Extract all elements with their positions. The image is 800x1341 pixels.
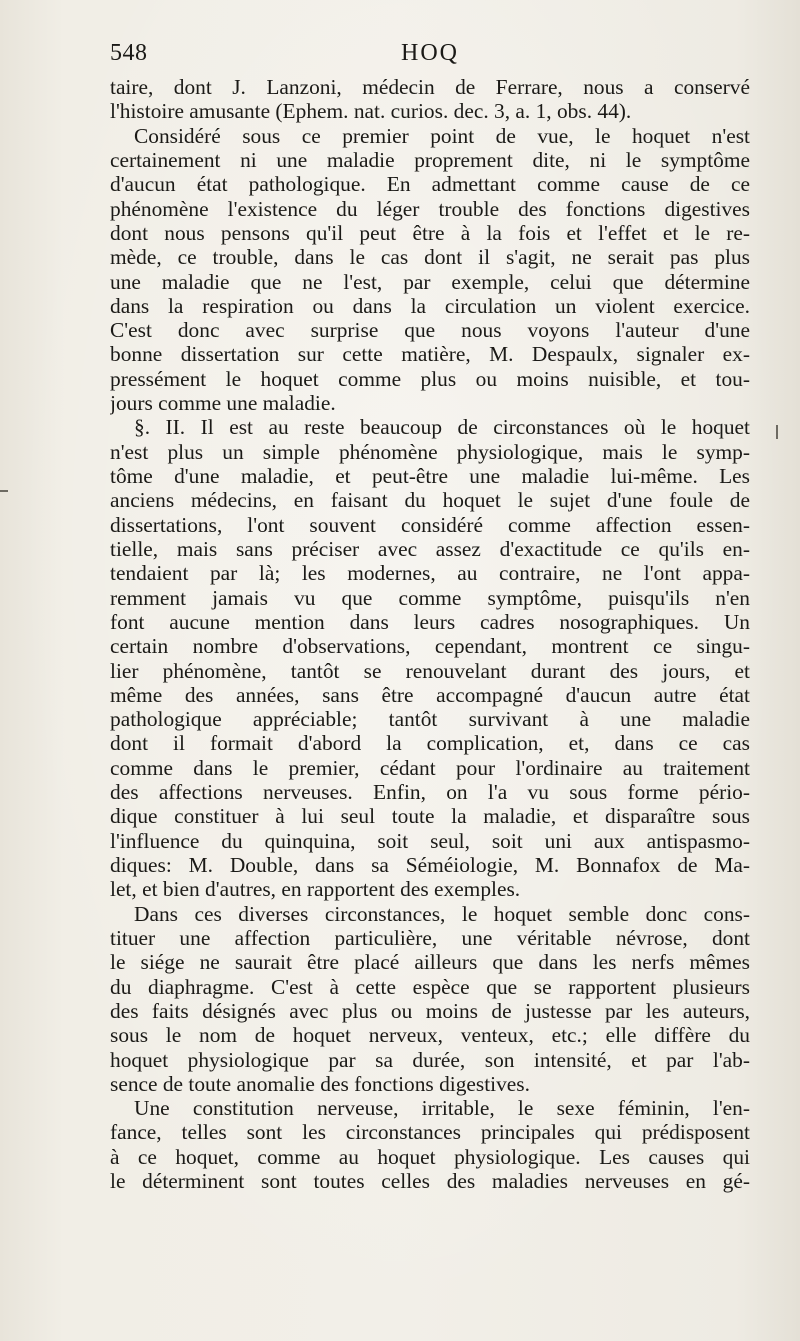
text-line: jours comme une maladie. [110, 391, 336, 416]
text-line: Une constitution nerveuse, irritable, le sexe féminin, l'en- [134, 1096, 750, 1121]
text-line: certainement ni une maladie proprement dite, ni le symptôme [110, 147, 750, 172]
text-line: §. II. Il est au reste beaucoup de circonstances où le hoquet [134, 415, 750, 440]
text-line: certain nombre d'observations, cependant, montrent ce singu- [110, 634, 750, 659]
text-line: pathologique appréciable; tantôt survivant à une maladie [110, 707, 750, 732]
text-line: comme dans le premier, cédant pour l'ordinaire au traitement [110, 755, 750, 780]
text-line: des affections nerveuses. Enfin, on l'a vu sous forme pério- [110, 780, 750, 805]
text-line: phénomène l'existence du léger trouble des fonctions digestives [110, 196, 750, 221]
text-line: Dans ces diverses circonstances, le hoquet semble donc cons- [134, 901, 750, 926]
text-line: le siége ne saurait être placé ailleurs que dans les nerfs mêmes [110, 950, 750, 975]
text-line: même des années, sans être accompagné d'aucun autre état [110, 682, 750, 707]
text-line: dissertations, l'ont souvent considéré comme affection essen- [110, 512, 750, 537]
text-line: hoquet physiologique par sa durée, son intensité, et par l'ab- [110, 1047, 750, 1072]
text-line: dont nous pensons qu'il peut être à la fois et l'effet et le re- [110, 220, 750, 245]
text-line: remment jamais vu que comme symptôme, puisqu'ils n'en [110, 585, 750, 610]
body-text [110, 75, 750, 1193]
text-line: une maladie que ne l'est, par exemple, celui que détermine [110, 269, 750, 294]
text-line: taire, dont J. Lanzoni, médecin de Ferrare, nous a conservé [110, 75, 750, 99]
text-line: tielle, mais sans préciser avec assez d'exactitude ce qu'ils en- [110, 536, 750, 561]
text-line: tendaient par là; les modernes, au contraire, ne l'ont appa- [110, 561, 750, 586]
text-line: le déterminent sont toutes celles des maladies nerveuses en gé- [110, 1169, 750, 1194]
text-line: fance, telles sont les circonstances principales qui prédisposent [110, 1120, 750, 1145]
text-line: des faits désignés avec plus ou moins de justesse par les auteurs, [110, 998, 750, 1023]
text-line: tôme d'une maladie, et peut-être une maladie lui-même. Les [110, 464, 750, 488]
text-line: dans la respiration ou dans la circulation un violent exercice. [110, 293, 750, 318]
margin-mark [776, 425, 778, 439]
text-line: bonne dissertation sur cette matière, M. Despaulx, signaler ex- [110, 342, 750, 367]
text-line: l'histoire amusante (Ephem. nat. curios. dec. 3, a. 1, obs. 44). [110, 99, 632, 124]
text-line: C'est donc avec surprise que nous voyons l'auteur d'une [110, 318, 750, 343]
text-line: anciens médecins, en faisant du hoquet le sujet d'une foule de [110, 488, 750, 513]
text-line: l'influence du quinquina, soit seul, soit uni aux antispasmo- [110, 828, 750, 853]
text-line: let, et bien d'autres, en rapportent des exemples. [110, 877, 521, 902]
text-line: sence de toute anomalie des fonctions digestives. [110, 1071, 530, 1096]
text-line: dont il formait d'abord la complication, et, dans ce cas [110, 731, 750, 756]
text-line: du diaphragme. C'est à cette espèce que se rapportent plusieurs [110, 974, 750, 999]
text-line: Considéré sous ce premier point de vue, le hoquet n'est [134, 123, 750, 148]
text-line: diques: M. Double, dans sa Séméiologie, M. Bonnafox de Ma- [110, 853, 750, 877]
text-line: à ce hoquet, comme au hoquet physiologique. Les causes qui [110, 1144, 750, 1169]
text-line: sous le nom de hoquet nerveux, venteux, etc.; elle diffère du [110, 1023, 750, 1048]
text-line: tituer une affection particulière, une véritable névrose, dont [110, 925, 750, 950]
text-line: dique constituer à lui seul toute la maladie, et disparaître sous [110, 804, 750, 829]
page-header [110, 40, 750, 74]
text-line: d'aucun état pathologique. En admettant comme cause de ce [110, 172, 750, 197]
text-line: pressément le hoquet comme plus ou moins nuisible, et tou- [110, 366, 750, 391]
text-line: font aucune mention dans leurs cadres nosographiques. Un [110, 609, 750, 634]
text-line: n'est plus un simple phénomène physiologique, mais le symp- [110, 439, 750, 464]
text-line: lier phénomène, tantôt se renouvelant durant des jours, et [110, 658, 750, 683]
text-line: mède, ce trouble, dans le cas dont il s'agit, ne serait pas plus [110, 245, 750, 270]
running-head: HOQ [401, 40, 459, 66]
page-number: 548 [110, 40, 148, 66]
margin-mark [0, 490, 8, 492]
